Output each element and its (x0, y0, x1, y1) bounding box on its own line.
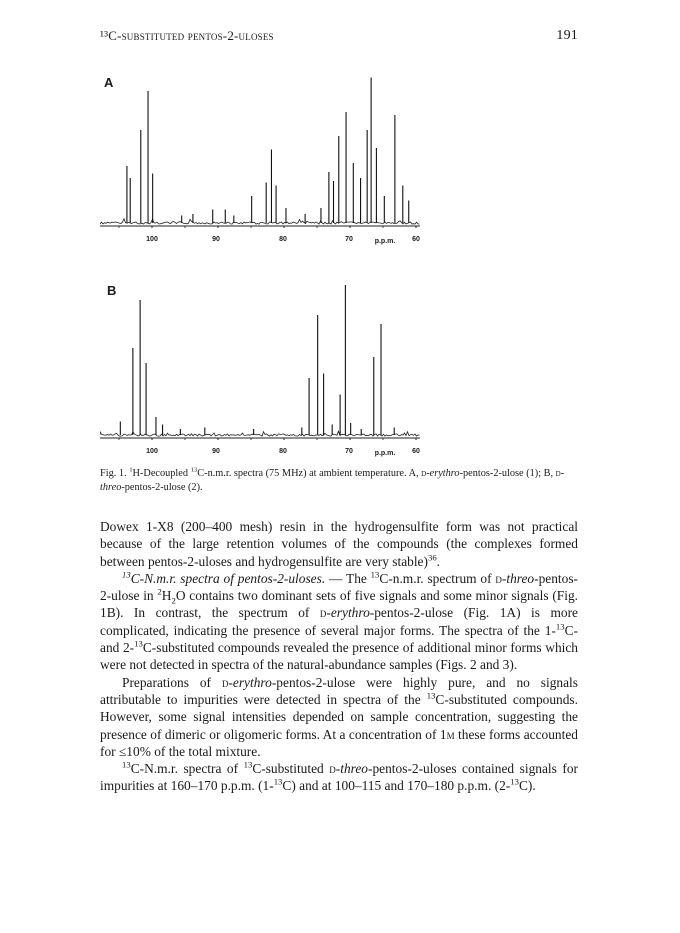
panel-label-b: B (107, 283, 117, 298)
axis-tick: 60 (412, 448, 420, 455)
caption-text: -pentos-2-ulose (1); B, (459, 468, 556, 479)
text-run: C-N.m.r. spectra of (130, 761, 244, 777)
axis-tick: 100 (146, 448, 158, 455)
caption-text: threo (100, 482, 122, 493)
text-run: C- and 2- (100, 622, 578, 656)
spectrum-b-plot (100, 270, 420, 440)
text-run: d- (329, 761, 341, 777)
spectrum-b (100, 270, 420, 440)
text-run: C) and at 100–115 and 170–180 p.p.m. (2- (282, 778, 511, 794)
axis-unit: p.p.m. (374, 238, 396, 245)
paragraph (100, 760, 578, 795)
text-run: C-substituted compounds revealed the presence of additional minor forms which were not detected in spectra of the natural-abundance samples (Figs. 2 and 3). (100, 640, 578, 673)
text-run: C-substituted compounds. However, some signal intensities depended on sample concentration, suggesting the presence of dimeric or oligomeric forms. At a concentration of 1 (100, 691, 578, 742)
superscript: 13 (243, 759, 253, 770)
superscript: 13 (122, 569, 131, 580)
text-run: H (161, 588, 172, 604)
axis-tick: 90 (212, 236, 220, 243)
axis-tick: 100 (146, 236, 158, 243)
text-run: C). (518, 778, 536, 794)
caption-text: H-Decoupled (132, 468, 191, 479)
text-run: these forms accounted for ≤10% of the total mixture. (100, 726, 578, 759)
caption-text: erythro (429, 468, 460, 479)
superscript: 13 (273, 776, 283, 787)
page-number: 191 (556, 28, 578, 43)
text-run: threo (340, 761, 369, 777)
caption-text: C-n.m.r. spectra (75 MHz) at ambient temperature. A, (197, 468, 422, 479)
fig-label: Fig. 1. (100, 468, 127, 479)
text-run: d- (221, 674, 233, 690)
subscript: 2 (171, 595, 176, 606)
baseline-noise (100, 431, 420, 436)
superscript: 13 (134, 638, 143, 649)
caption-text: -pentos-2-ulose (2). (121, 482, 203, 493)
axis-tick: 80 (279, 236, 287, 243)
reference-superscript: 36 (427, 552, 437, 563)
superscript: 2 (157, 586, 162, 597)
text-run: threo (506, 570, 535, 586)
spectrum-a-plot (100, 58, 420, 228)
axis-tick: 90 (212, 448, 220, 455)
section-heading: C-N.m.r. spectra of pentos-2-uloses. (130, 570, 326, 586)
text-run: Dowex 1-X8 (200–400 mesh) resin in the hydrogensulfite form was not practical because of the large retention volumes of the compounds (the complexes formed between pentos-2-uloses and hydrogensulfite are very stable) (100, 519, 578, 569)
axis-unit: p.p.m. (374, 450, 396, 457)
axis-tick: 60 (412, 236, 420, 243)
text-run: erythro (232, 674, 272, 690)
superscript: 13 (370, 569, 380, 580)
superscript: 1 (129, 466, 133, 474)
superscript: 13 (555, 621, 565, 632)
body-text (100, 518, 578, 795)
text-run: -pentos-2-ulose were highly pure, and no signals attributable to impurities were detected in spectra of the (100, 674, 578, 707)
axis-tick: 80 (279, 448, 287, 455)
text-run: -pentos-2-ulose (Fig. 1A) is more complicated, indicating the presence of several major forms. The spectra of the 1- (100, 605, 578, 638)
axis-tick: 70 (345, 448, 353, 455)
text-run: d- (319, 605, 331, 621)
paragraph (100, 518, 578, 570)
spectrum-a (100, 58, 420, 228)
text-run: O contains two dominant sets of five signals and some minor signals (Fig. 1B). In contrast, the spectrum of (100, 588, 578, 621)
superscript: 13 (510, 776, 519, 787)
caption-text: d- (421, 468, 430, 479)
superscript: 13 (190, 466, 198, 474)
text-run: . (436, 553, 441, 569)
text-run: — The (325, 570, 371, 586)
superscript: 13 (122, 759, 131, 770)
paragraph (100, 570, 578, 674)
text-run: d- (495, 570, 507, 586)
panel-label-a: A (104, 75, 114, 90)
text-run: -pentos-2-uloses contained signals for impurities at 160–170 p.p.m. (1- (100, 761, 578, 794)
running-title: ¹³C-substituted pentos-2-uloses (100, 28, 274, 43)
text-run: -pentos-2-ulose in (100, 570, 579, 604)
text-run: C-substituted (252, 761, 330, 777)
text-run: m (446, 726, 455, 742)
superscript: 13 (426, 690, 436, 701)
paragraph (100, 674, 578, 760)
text-run: C-n.m.r. spectrum of (379, 570, 496, 586)
text-run: erythro (330, 605, 370, 621)
caption-text: d- (555, 468, 565, 479)
figure-caption (100, 467, 578, 495)
text-run: Preparations of (122, 674, 222, 690)
axis-tick: 70 (345, 236, 353, 243)
